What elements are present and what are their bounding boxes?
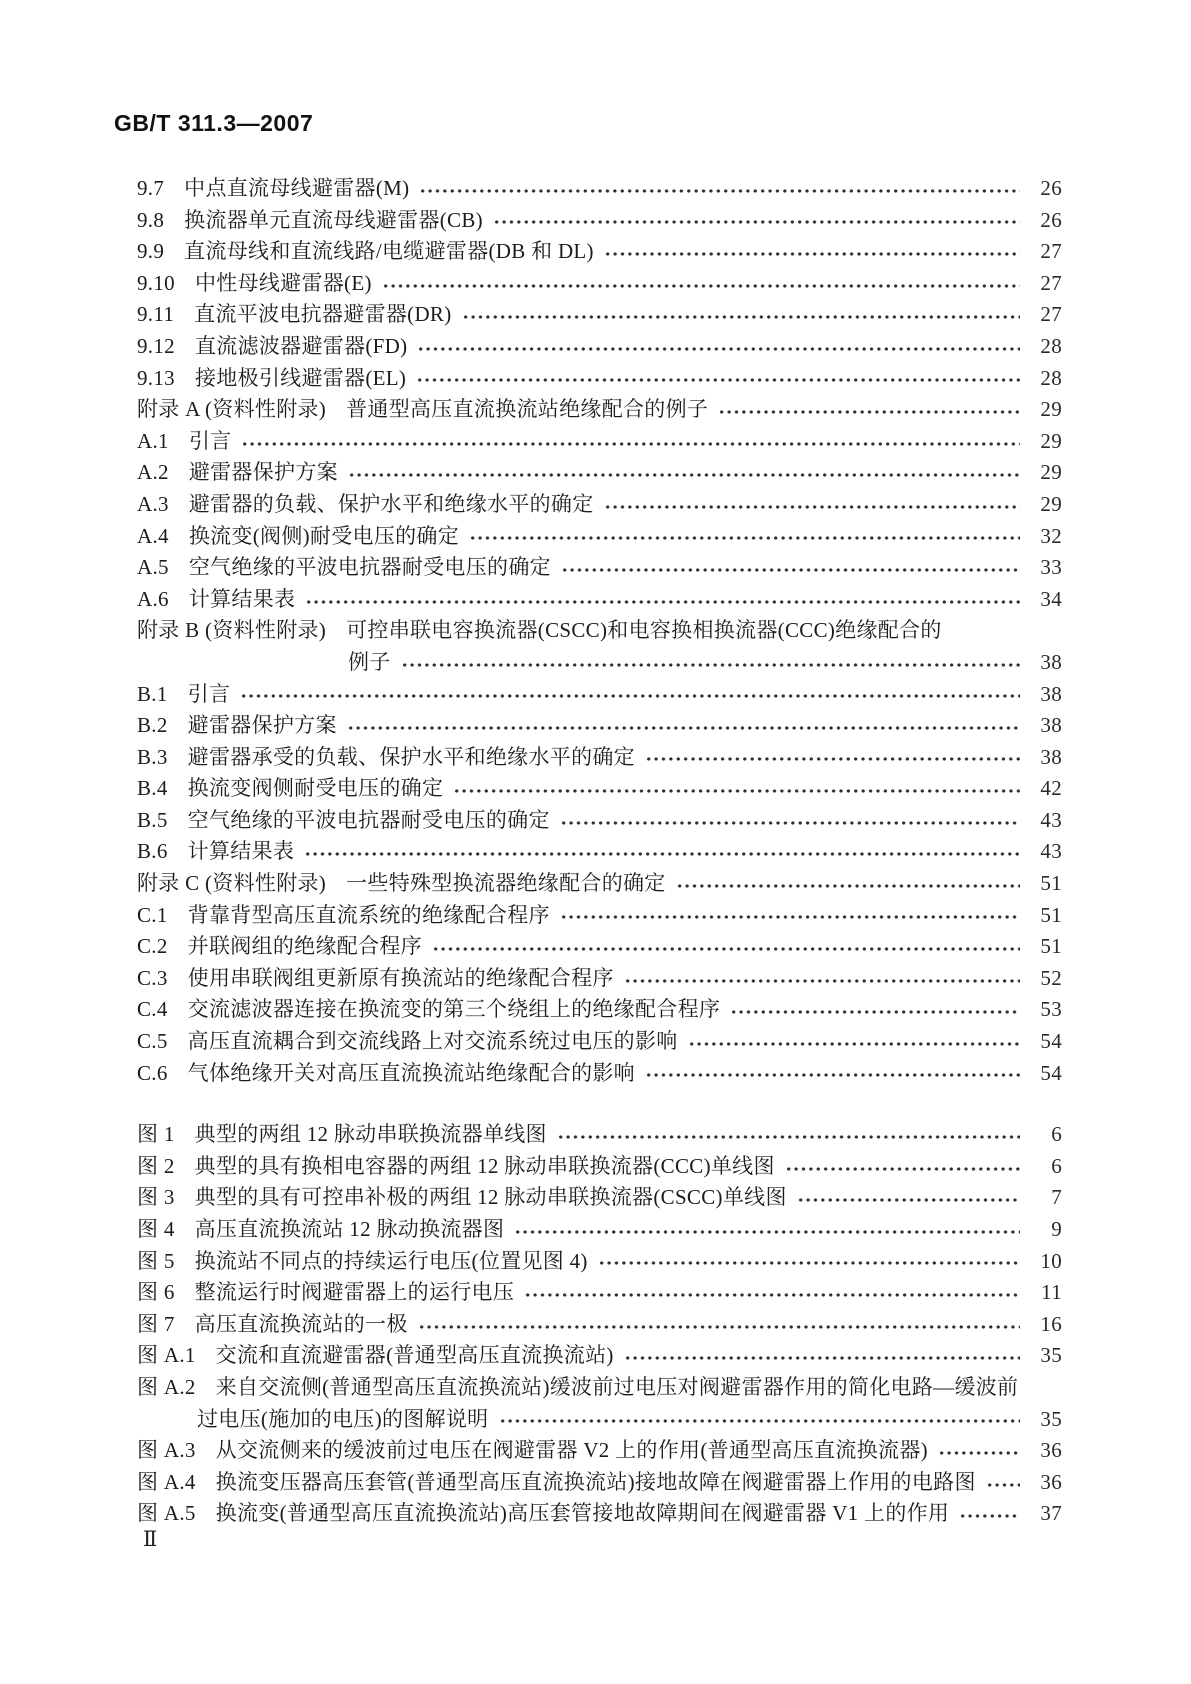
dot-leader	[524, 1291, 1020, 1299]
toc-entry-page: 7	[1051, 1185, 1062, 1210]
toc-entry-label: 附录 A (资料性附录)	[137, 397, 327, 422]
toc-entry-label: B.6	[137, 839, 168, 864]
toc-entry-title: 普通型高压直流换流站绝缘配合的例子	[346, 397, 709, 422]
toc-entry-label: B.3	[137, 744, 168, 769]
toc-entry-page: 6	[1051, 1122, 1062, 1147]
toc-entry-page: 36	[1040, 1438, 1062, 1463]
toc-entry-title: 换流变(普通型高压直流换流站)高压套管接地故障期间在阀避雷器 V1 上的作用	[215, 1501, 950, 1526]
toc-section-list	[137, 172, 1062, 1088]
toc-entry-title: 从交流侧来的缓波前过电压在阀避雷器 V2 上的作用(普通型高压直流换流器)	[215, 1438, 928, 1463]
dot-leader	[624, 977, 1020, 985]
toc-entry-title: 换流变阀侧耐受电压的确定	[187, 776, 444, 801]
toc-entry-label: A.2	[137, 460, 169, 485]
toc-entry-title: 中点直流母线避雷器(M)	[184, 176, 410, 200]
toc-entry-label: 图 3	[137, 1185, 175, 1210]
toc-entry-label: 图 5	[137, 1248, 175, 1273]
toc-entry-label: 图 7	[137, 1311, 175, 1336]
dot-leader	[416, 376, 1020, 384]
dot-leader	[432, 945, 1020, 953]
document-header-standard-number: GB/T 311.3—2007	[114, 110, 314, 136]
toc-entry-page: 28	[1040, 333, 1062, 358]
toc-entry-page: 27	[1040, 270, 1062, 295]
toc-entry-title: 典型的两组 12 脉动串联换流器单线图	[194, 1122, 547, 1147]
page-number-roman: Ⅱ	[143, 1527, 158, 1551]
toc-entry-page: 51	[1040, 902, 1062, 927]
dot-leader	[560, 913, 1020, 921]
dot-leader	[469, 534, 1020, 542]
toc-row	[137, 1118, 1062, 1150]
toc-entry-title: 典型的具有可控串补极的两组 12 脉动串联换流器(CSCC)单线图	[194, 1185, 787, 1210]
toc-entry-title: 高压直流换流站的一极	[194, 1311, 408, 1336]
dot-leader	[499, 1417, 1021, 1425]
toc-entry-title: 避雷器的负载、保护水平和绝缘水平的确定	[188, 491, 594, 516]
toc-entry-page: 38	[1040, 681, 1062, 706]
dot-leader	[419, 187, 1020, 195]
toc-row	[137, 1213, 1062, 1245]
dot-leader	[557, 1133, 1020, 1141]
toc-entry-title: 背靠背型高压直流系统的绝缘配合程序	[187, 902, 550, 927]
toc-entry-page: 29	[1040, 460, 1062, 485]
dot-leader	[986, 1481, 1020, 1489]
toc-entry-label: A.5	[137, 555, 169, 580]
toc-row	[137, 1497, 1062, 1529]
toc-entry-title: 换流器单元直流母线避雷器(CB)	[184, 207, 483, 232]
dot-leader	[401, 661, 1020, 669]
toc-row	[137, 551, 1062, 583]
toc-entry-title: 气体绝缘开关对高压直流换流站绝缘配合的影响	[187, 1060, 635, 1085]
toc-entry-page: 38	[1040, 713, 1062, 738]
toc-entry-page: 37	[1040, 1501, 1062, 1526]
toc-entry-page: 29	[1040, 428, 1062, 453]
table-of-contents	[137, 172, 1062, 1529]
toc-entry-page: 6	[1051, 1153, 1062, 1178]
toc-entry-title: 直流母线和直流线路/电缆避雷器(DB 和 DL)	[184, 239, 594, 264]
toc-entry-label: 图 4	[137, 1217, 175, 1241]
toc-entry-title: 换流变压器高压套管(普通型高压直流换流站)接地故障在阀避雷器上作用的电路图	[215, 1469, 976, 1494]
dot-leader	[688, 1040, 1020, 1048]
dot-leader	[462, 313, 1020, 321]
toc-row	[137, 1434, 1062, 1466]
toc-row	[137, 930, 1062, 962]
toc-row	[137, 804, 1062, 836]
toc-entry-title: 接地极引线避雷器(EL)	[194, 365, 407, 390]
toc-entry-title: 直流滤波器避雷器(FD)	[194, 333, 408, 358]
toc-entry-title: 并联阀组的绝缘配合程序	[187, 934, 422, 959]
toc-row	[137, 867, 1062, 899]
toc-row	[137, 835, 1062, 867]
toc-entry-page: 51	[1040, 934, 1062, 959]
toc-entry-label: C.6	[137, 1060, 168, 1085]
toc-entry-page: 29	[1040, 397, 1062, 422]
toc-row	[137, 393, 1062, 425]
toc-entry-page: 27	[1040, 239, 1062, 264]
toc-entry-label: 9.7	[137, 176, 165, 200]
toc-row	[137, 456, 1062, 488]
dot-leader	[240, 692, 1020, 700]
toc-row	[137, 772, 1062, 804]
toc-row	[137, 330, 1062, 362]
toc-entry-label: C.5	[137, 1029, 168, 1054]
toc-entry-page: 33	[1040, 555, 1062, 580]
toc-entry-page: 16	[1040, 1311, 1062, 1336]
dot-leader	[453, 787, 1020, 795]
toc-entry-title: 引言	[188, 428, 232, 453]
toc-entry-page: 26	[1040, 207, 1062, 232]
dot-leader	[304, 850, 1020, 858]
toc-entry-title: 避雷器保护方案	[187, 713, 337, 738]
toc-entry-title: 避雷器保护方案	[188, 460, 338, 485]
toc-entry-page: 51	[1040, 871, 1062, 896]
dot-leader	[561, 566, 1020, 574]
toc-entry-page: 10	[1040, 1248, 1062, 1273]
toc-entry-label: 9.8	[137, 207, 165, 232]
toc-entry-label: B.4	[137, 776, 168, 801]
toc-entry-label: 图 A.5	[137, 1501, 196, 1526]
toc-entry-label: 9.9	[137, 239, 165, 264]
dot-leader	[417, 345, 1020, 353]
toc-entry-title: 整流运行时阀避雷器上的运行电压	[194, 1280, 515, 1305]
toc-entry-page: 32	[1040, 523, 1062, 548]
toc-entry-title: 换流变(阀侧)耐受电压的确定	[188, 523, 460, 548]
toc-row	[137, 709, 1062, 741]
toc-row	[137, 204, 1062, 236]
toc-entry-title: 计算结果表	[188, 586, 296, 611]
toc-entry-label: B.5	[137, 807, 168, 832]
toc-row	[137, 520, 1062, 552]
dot-leader	[718, 408, 1020, 416]
toc-row	[137, 741, 1062, 773]
toc-entry-page: 42	[1040, 776, 1062, 801]
toc-entry-label: 附录 C (资料性附录)	[137, 871, 327, 896]
toc-entry-label: 9.10	[137, 270, 175, 295]
toc-entry-label: 图 A.1	[137, 1343, 196, 1368]
dot-leader	[418, 1323, 1020, 1331]
toc-row	[137, 1371, 1062, 1403]
dot-leader	[730, 1008, 1020, 1016]
dot-leader	[938, 1449, 1020, 1457]
dot-leader	[797, 1196, 1020, 1204]
dot-leader	[493, 218, 1020, 226]
toc-entry-title: 来自交流侧(普通型高压直流换流站)缓波前过电压对阀避雷器作用的简化电路—缓波前	[215, 1374, 1019, 1399]
toc-entry-page: 54	[1040, 1029, 1062, 1054]
toc-entry-page: 26	[1040, 176, 1062, 200]
toc-row	[137, 678, 1062, 710]
toc-entry-page: 28	[1040, 365, 1062, 390]
toc-entry-page: 38	[1040, 744, 1062, 769]
toc-entry-title: 直流平波电抗器避雷器(DR)	[194, 302, 452, 327]
toc-row	[137, 1276, 1062, 1308]
toc-entry-page: 11	[1041, 1280, 1062, 1305]
toc-row	[137, 614, 1062, 646]
toc-row	[137, 1403, 1062, 1435]
toc-entry-label: A.6	[137, 586, 169, 611]
toc-entry-label: 图 2	[137, 1153, 175, 1178]
toc-entry-label: 9.13	[137, 365, 175, 390]
toc-row	[137, 1057, 1062, 1089]
dot-leader	[560, 819, 1020, 827]
toc-entry-page: 35	[1040, 1406, 1062, 1431]
toc-entry-title: 一些特殊型换流器绝缘配合的确定	[346, 871, 666, 896]
toc-row	[137, 993, 1062, 1025]
toc-entry-page: 34	[1040, 586, 1062, 611]
toc-entry-page: 27	[1040, 302, 1062, 327]
dot-leader	[645, 755, 1020, 763]
dot-leader	[604, 503, 1020, 511]
dot-leader	[241, 440, 1020, 448]
toc-row	[137, 235, 1062, 267]
toc-entry-label: 图 A.4	[137, 1469, 196, 1494]
toc-entry-title: 例子	[348, 649, 391, 674]
toc-entry-label: C.4	[137, 997, 168, 1022]
toc-row	[137, 1339, 1062, 1371]
toc-row	[137, 962, 1062, 994]
dot-leader	[598, 1259, 1020, 1267]
toc-entry-label: 图 1	[137, 1122, 175, 1147]
toc-entry-title: 换流站不同点的持续运行电压(位置见图 4)	[194, 1248, 588, 1273]
dot-leader	[785, 1165, 1020, 1173]
toc-entry-page: 29	[1040, 491, 1062, 516]
toc-entry-title: 可控串联电容换流器(CSCC)和电容换相换流器(CCC)绝缘配合的	[346, 618, 942, 643]
toc-row	[137, 899, 1062, 931]
toc-entry-title: 中性母线避雷器(E)	[194, 270, 372, 295]
dot-leader	[645, 1071, 1020, 1079]
toc-entry-label: 9.11	[137, 302, 175, 327]
toc-row	[137, 646, 1062, 678]
toc-entry-title: 过电压(施加的电压)的图解说明	[197, 1406, 489, 1431]
toc-entry-page: 9	[1051, 1217, 1062, 1241]
toc-entry-label: 附录 B (资料性附录)	[137, 618, 327, 643]
toc-entry-title: 空气绝缘的平波电抗器耐受电压的确定	[187, 807, 550, 832]
toc-entry-title: 引言	[187, 681, 231, 706]
toc-entry-page: 43	[1040, 807, 1062, 832]
toc-entry-title: 高压直流耦合到交流线路上对交流系统过电压的影响	[187, 1029, 678, 1054]
dot-leader	[347, 724, 1020, 732]
toc-row	[137, 362, 1062, 394]
toc-row	[137, 172, 1062, 204]
toc-entry-title: 避雷器承受的负载、保护水平和绝缘水平的确定	[187, 744, 635, 769]
toc-row	[137, 1025, 1062, 1057]
dot-leader	[382, 282, 1020, 290]
toc-entry-label: C.2	[137, 934, 168, 959]
toc-entry-label: 图 6	[137, 1280, 175, 1305]
toc-entry-title: 交流滤波器连接在换流变的第三个绕组上的绝缘配合程序	[187, 997, 721, 1022]
toc-entry-page: 38	[1040, 649, 1062, 674]
toc-entry-title: 高压直流换流站 12 脉动换流器图	[194, 1217, 505, 1241]
dot-leader	[604, 250, 1020, 258]
toc-entry-page: 52	[1040, 965, 1062, 990]
toc-entry-label: A.1	[137, 428, 169, 453]
toc-entry-label: B.1	[137, 681, 168, 706]
toc-entry-label: 9.12	[137, 333, 175, 358]
toc-entry-title: 典型的具有换相电容器的两组 12 脉动串联换流器(CCC)单线图	[194, 1153, 775, 1178]
toc-entry-title: 空气绝缘的平波电抗器耐受电压的确定	[188, 555, 551, 580]
dot-leader	[305, 598, 1020, 606]
toc-figure-list	[137, 1118, 1062, 1529]
toc-row	[137, 488, 1062, 520]
toc-entry-page: 35	[1040, 1343, 1062, 1368]
toc-row	[137, 1466, 1062, 1498]
toc-entry-label: C.1	[137, 902, 168, 927]
dot-leader	[514, 1228, 1020, 1236]
toc-entry-label: 图 A.3	[137, 1438, 196, 1463]
toc-entry-title: 使用串联阀组更新原有换流站的绝缘配合程序	[187, 965, 614, 990]
toc-entry-title: 计算结果表	[187, 839, 295, 864]
toc-row	[137, 1150, 1062, 1182]
dot-leader	[676, 882, 1020, 890]
toc-entry-page: 53	[1040, 997, 1062, 1022]
toc-row	[137, 298, 1062, 330]
toc-entry-page: 43	[1040, 839, 1062, 864]
toc-row	[137, 267, 1062, 299]
toc-entry-label: A.4	[137, 523, 169, 548]
toc-row	[137, 1245, 1062, 1277]
toc-entry-label: 图 A.2	[137, 1374, 196, 1399]
toc-entry-title: 交流和直流避雷器(普通型高压直流换流站)	[215, 1343, 614, 1368]
toc-row	[137, 1308, 1062, 1340]
toc-row	[137, 583, 1062, 615]
toc-entry-label: B.2	[137, 713, 168, 738]
toc-row	[137, 425, 1062, 457]
toc-entry-page: 36	[1040, 1469, 1062, 1494]
toc-row	[137, 1181, 1062, 1213]
toc-entry-page: 54	[1040, 1060, 1062, 1085]
dot-leader	[624, 1354, 1020, 1362]
toc-entry-label: C.3	[137, 965, 168, 990]
dot-leader	[348, 471, 1020, 479]
dot-leader	[959, 1512, 1020, 1520]
toc-entry-label: A.3	[137, 491, 169, 516]
